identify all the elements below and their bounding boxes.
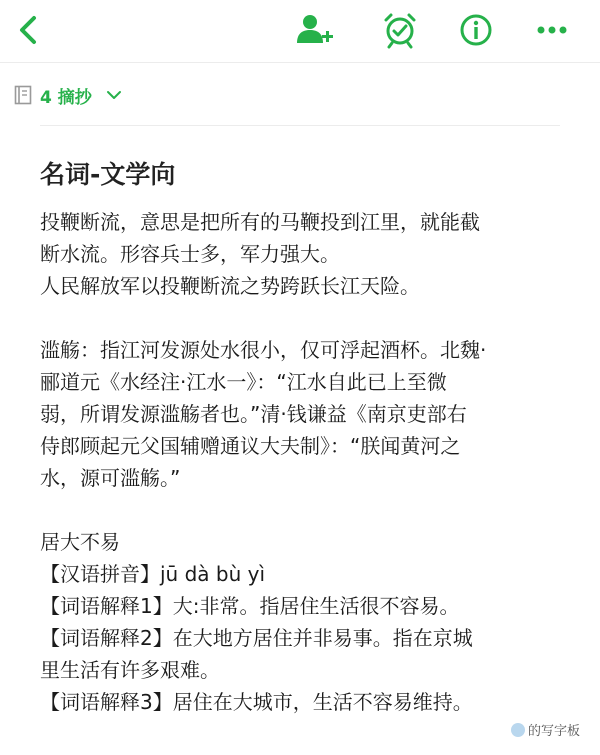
chevron-down-icon[interactable] <box>106 89 122 101</box>
note-line: 里生活有许多艰难。 <box>40 658 220 682</box>
notebook-icon <box>14 85 32 105</box>
note-line: 滥觞：指江河发源处水很小，仅可浮起酒杯。北魏· <box>40 338 487 362</box>
notebook-selector[interactable] <box>0 63 600 125</box>
watermark-text: 的写字板 <box>527 724 580 739</box>
note-line: 投鞭断流，意思是把所有的马鞭投到江里，就能截 <box>40 210 480 234</box>
note-line: 【词语解释1】大:非常。指居住生活很不容易。 <box>40 594 460 618</box>
note-title[interactable]: 名词-文学向 <box>40 160 176 189</box>
info-icon[interactable] <box>456 10 496 50</box>
blank-line <box>40 494 570 526</box>
note-line: 断水流。形容兵士多，军力强大。 <box>40 242 340 266</box>
add-user-icon[interactable] <box>294 10 334 50</box>
note-line: 侍郎顾起元父国辅赠通议大夫制》：“朕闻黄河之 <box>40 434 461 458</box>
notebook-label[interactable]: 4 摘抄 <box>40 88 92 108</box>
note-line: 水，源可滥觞。” <box>40 466 181 490</box>
blank-line <box>40 302 570 334</box>
more-icon[interactable] <box>532 10 572 50</box>
note-content[interactable] <box>40 158 570 718</box>
note-body[interactable] <box>40 206 570 718</box>
divider <box>40 125 560 126</box>
note-line: 【汉语拼音】jū dà bù yì <box>40 562 266 586</box>
watermark <box>507 718 584 741</box>
chevron-left-icon[interactable] <box>12 10 46 50</box>
watermark-logo-icon <box>511 723 525 737</box>
note-line: 【词语解释2】在大地方居住并非易事。指在京城 <box>40 626 473 650</box>
note-line: 居大不易 <box>40 530 120 554</box>
alarm-icon[interactable] <box>380 10 420 50</box>
top-toolbar <box>0 0 600 63</box>
note-line: 郦道元《水经注·江水一》：“江水自此已上至微 <box>40 370 447 394</box>
note-line: 人民解放军以投鞭断流之势跨跃长江天险。 <box>40 274 420 298</box>
note-line: 【词语解释3】居住在大城市，生活不容易维持。 <box>40 690 473 714</box>
note-line: 弱，所谓发源滥觞者也。”清·钱谦益《南京吏部右 <box>40 402 467 426</box>
